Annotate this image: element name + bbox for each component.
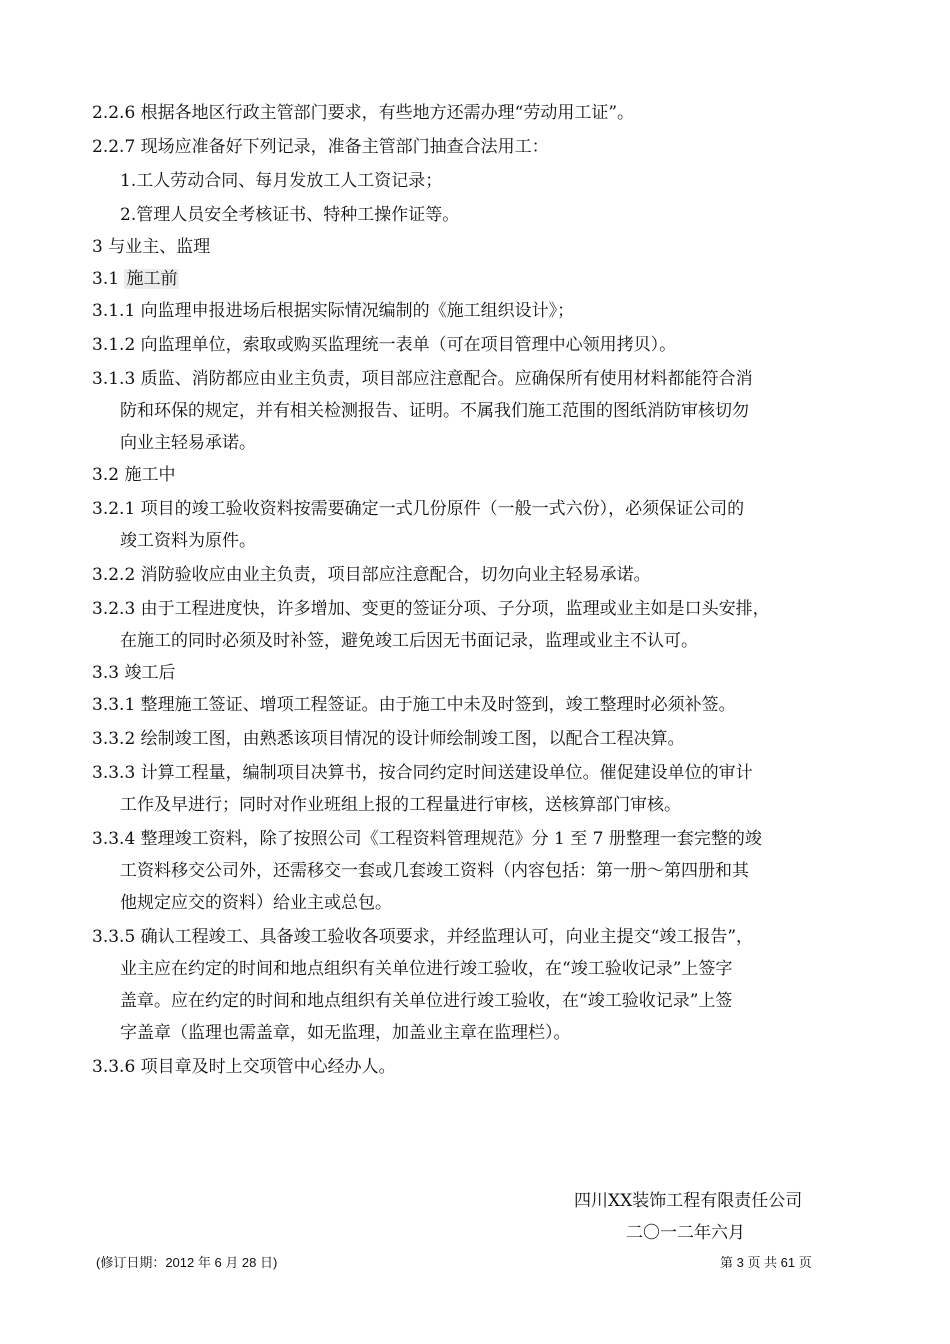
text-line-2-2-6: 2.2.6 根据各地区行政主管部门要求，有些地方还需办理“劳动用工证”。 bbox=[92, 103, 635, 123]
list-item-1: 1.工人劳动合同、每月发放工人工资记录； bbox=[120, 171, 443, 191]
text-line-3-3-5: 3.3.5 确认工程竣工、具备竣工验收各项要求，并经监理认可，向业主提交“竣工报告”， bbox=[92, 927, 754, 947]
subsection-heading-3-2: 3.2 施工中 bbox=[92, 465, 176, 485]
subsection-number: 3.1 bbox=[92, 269, 125, 289]
text-line-3-1-3: 3.1.3 质监、消防都应由业主负责，项目部应注意配合。应确保所有使用材料都能符合消 bbox=[92, 369, 753, 389]
text-line-3-1-1: 3.1.1 向监理申报进场后根据实际情况编制的《施工组织设计》； bbox=[92, 301, 575, 321]
text-line-3-3-5-cont3: 字盖章（监理也需盖章，如无监理，加盖业主章在监理栏）。 bbox=[120, 1023, 571, 1043]
subsection-heading-3-3: 3.3 竣工后 bbox=[92, 663, 176, 683]
text-line-3-3-3-cont: 工作及早进行；同时对作业班组上报的工程量进行审核，送核算部门审核。 bbox=[120, 795, 681, 815]
text-line-3-3-5-cont2: 盖章。应在约定的时间和地点组织有关单位进行竣工验收，在“竣工验收记录”上签 bbox=[120, 991, 733, 1011]
text-line-3-3-4: 3.3.4 整理竣工资料，除了按照公司《工程资料管理规范》分 1 至 7 册整理一套完整的竣 bbox=[92, 829, 762, 849]
text-line-3-3-3: 3.3.3 计算工程量，编制项目决算书，按合同约定时间送建设单位。催促建设单位的审计 bbox=[92, 763, 753, 783]
text-line-3-1-3-cont2: 向业主轻易承诺。 bbox=[120, 433, 256, 453]
text-line-3-3-6: 3.3.6 项目章及时上交项管中心经办人。 bbox=[92, 1057, 396, 1077]
text-line-3-2-1-cont: 竣工资料为原件。 bbox=[120, 531, 256, 551]
subsection-heading-3-1 bbox=[92, 268, 179, 290]
text-line-3-2-1: 3.2.1 项目的竣工验收资料按需要确定一式几份原件（一般一式六份），必须保证公司的 bbox=[92, 499, 745, 519]
text-line-3-2-3: 3.2.3 由于工程进度快，许多增加、变更的签证分项、子分项，监理或业主如是口头安排， bbox=[92, 599, 770, 619]
revision-date: (修订日期：2012 年 6 月 28 日) bbox=[96, 1255, 278, 1270]
page-number: 第 3 页 共 61 页 bbox=[720, 1255, 812, 1270]
signature-date: 二〇一二年六月 bbox=[626, 1223, 745, 1243]
text-line-3-3-4-cont2: 他规定应交的资料）给业主或总包。 bbox=[120, 893, 392, 913]
text-line-3-2-2: 3.2.2 消防验收应由业主负责，项目部应注意配合，切勿向业主轻易承诺。 bbox=[92, 565, 651, 585]
list-item-2: 2.管理人员安全考核证书、特种工操作证等。 bbox=[120, 205, 460, 225]
text-line-3-3-4-cont1: 工资料移交公司外，还需移交一套或几套竣工资料（内容包括：第一册～第四册和其 bbox=[120, 861, 749, 881]
text-line-3-2-3-cont: 在施工的同时必须及时补签，避免竣工后因无书面记录，监理或业主不认可。 bbox=[120, 631, 698, 651]
text-line-3-3-1: 3.3.1 整理施工签证、增项工程签证。由于施工中未及时签到，竣工整理时必须补签。 bbox=[92, 695, 736, 715]
text-line-3-3-2: 3.3.2 绘制竣工图，由熟悉该项目情况的设计师绘制竣工图，以配合工程决算。 bbox=[92, 729, 685, 749]
company-signature: 四川XX装饰工程有限责任公司 bbox=[574, 1191, 803, 1211]
text-line-3-1-2: 3.1.2 向监理单位，索取或购买监理统一表单（可在项目管理中心领用拷贝）。 bbox=[92, 335, 677, 355]
text-line-3-3-5-cont1: 业主应在约定的时间和地点组织有关单位进行竣工验收，在“竣工验收记录”上签字 bbox=[120, 959, 733, 979]
text-line-2-2-7: 2.2.7 现场应准备好下列记录，准备主管部门抽查合法用工： bbox=[92, 137, 549, 157]
highlighted-heading-text: 施工前 bbox=[126, 269, 178, 289]
section-heading-3: 3 与业主、监理 bbox=[92, 237, 211, 257]
text-line-3-1-3-cont1: 防和环保的规定，并有相关检测报告、证明。不属我们施工范围的图纸消防审核切勿 bbox=[120, 401, 749, 421]
